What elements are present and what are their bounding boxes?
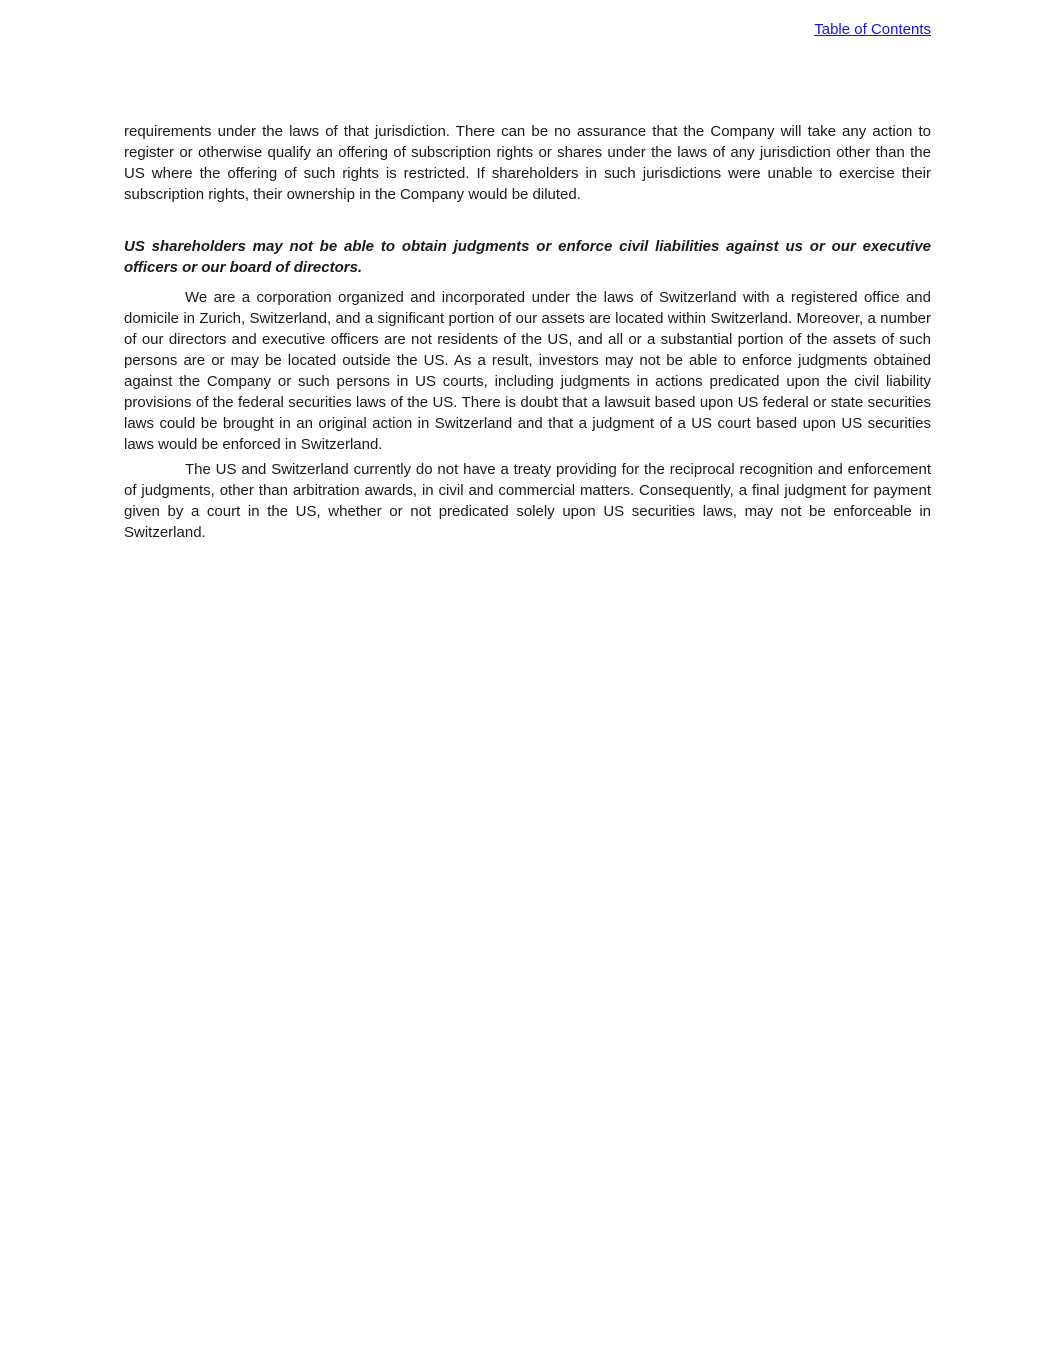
table-of-contents-link[interactable]: Table of Contents xyxy=(814,21,931,38)
paragraph-swiss-corporation: We are a corporation organized and incorporated under the laws of Switzerland with a registered office and domicile in Zurich, Switzerland, and a significant portion of our assets are located within Switzerland. Moreover, a number of our directors and executive officers are not residents of the US, and all or a substantial portion of the assets of such persons are or may be located outside the US. As a result, investors may not be able to enforce judgments obtained against the Company or such persons in US courts, including judgments in actions predicated upon the civil liability provisions of the federal securities laws of the US. There is doubt that a lawsuit based upon US federal or state securities laws could be brought in an original action in Switzerland and that a judgment of a US court based upon US securities laws would be enforced in Switzerland. xyxy=(124,289,931,453)
paragraph-treaty-enforcement: The US and Switzerland currently do not have a treaty providing for the reciprocal recognition and enforcement of judgments, other than arbitration awards, in civil and commercial matters. Consequently, a final judgment for payment given by a court in the US, whether or not predicated solely upon US securities laws, may not be enforceable in Switzerland. xyxy=(124,461,931,541)
document-body xyxy=(124,121,931,543)
risk-factor-heading: US shareholders may not be able to obtain judgments or enforce civil liabilities against us or our executive officers or our board of directors. xyxy=(124,238,931,276)
toc-bar xyxy=(124,20,931,40)
paragraph-continued-jurisdiction: requirements under the laws of that jurisdiction. There can be no assurance that the Company will take any action to register or otherwise qualify an offering of subscription rights or shares under the laws of any jurisdiction other than the US where the offering of such rights is restricted. If shareholders in such jurisdictions were unable to exercise their subscription rights, their ownership in the Company would be diluted. xyxy=(124,123,931,203)
